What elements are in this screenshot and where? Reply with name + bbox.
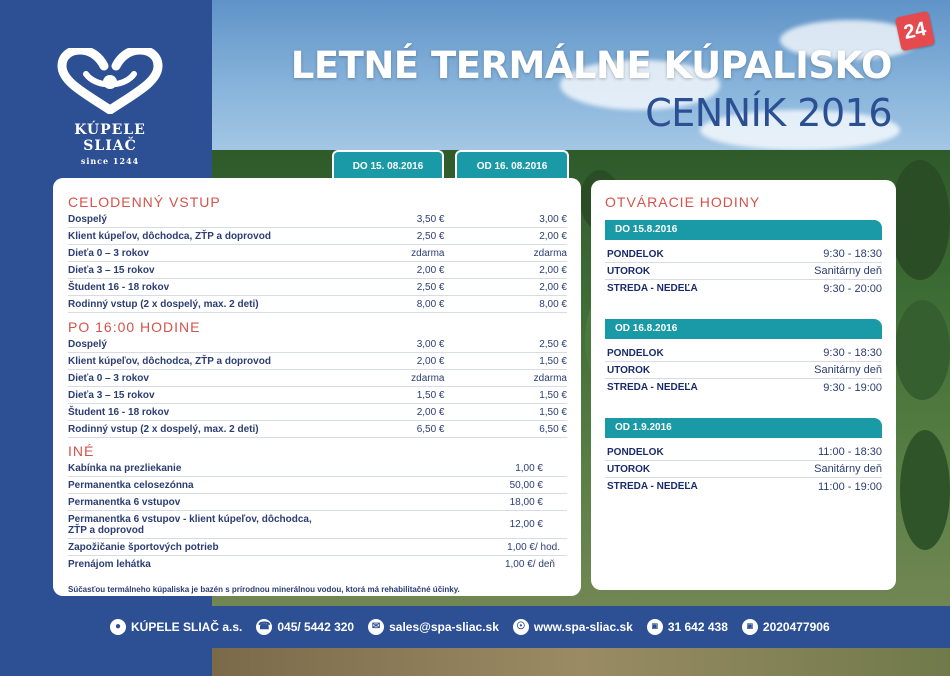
price-row [68, 511, 567, 539]
footer-web[interactable] [513, 619, 633, 635]
price-label: Rodinný vstup (2 x dospelý, max. 2 deti) [68, 298, 259, 310]
time-value: 9:30 - 18:30 [823, 248, 882, 260]
hours-row [605, 478, 882, 495]
price-value-2: 1,50 € [539, 389, 567, 401]
price-value: 50,00 € [509, 479, 543, 491]
hours-row [605, 362, 882, 379]
ground [212, 648, 950, 676]
id-card-icon: ▣ [647, 619, 663, 635]
price-value-2: 2,00 € [539, 264, 567, 276]
company-name: KÚPELE SLIAČ a.s. [131, 620, 243, 634]
price-value-1: 3,50 € [416, 213, 445, 225]
opening-hours-card [591, 180, 896, 590]
price-row [68, 279, 567, 296]
heart-logo-icon [56, 48, 164, 114]
page-title: LETNÉ TERMÁLNE KÚPALISKO [290, 44, 892, 87]
period-header: OD 16.8.2016 [605, 319, 882, 339]
time-value: Sanitárny deň [814, 364, 882, 376]
email-icon: ✉ [368, 619, 384, 635]
day-label: UTOROK [607, 364, 651, 376]
price-list-card [53, 178, 581, 596]
phone-number[interactable]: 045/ 5442 320 [277, 620, 355, 634]
price-label: Dieťa 3 – 15 rokov [68, 264, 155, 276]
price-label: Rodinný vstup (2 x dospelý, max. 2 deti) [68, 423, 259, 435]
time-value: 9:30 - 20:00 [823, 282, 882, 295]
brand-name: KÚPELE SLIAČ [74, 122, 146, 154]
period-header: OD 1.9.2016 [605, 418, 882, 438]
price-label: Študent 16 - 18 rokov [68, 406, 170, 418]
section-title: PO 16:00 HODINE [68, 319, 201, 335]
price-value: 18,00 € [509, 496, 543, 508]
hours-row [605, 444, 882, 461]
price-value-2: 1,50 € [539, 406, 567, 418]
hours-row [605, 280, 882, 297]
price-label: Dieťa 3 – 15 rokov [68, 389, 155, 401]
price-row [68, 262, 567, 279]
headline [291, 44, 892, 135]
price-value-1: 2,00 € [416, 264, 445, 276]
phone-icon: ☎ [256, 619, 272, 635]
price-row [68, 353, 567, 370]
day-label: STREDA - NEDEĽA [607, 481, 698, 492]
tab-period-2: OD 16. 08.2016 [455, 150, 569, 180]
price-row [68, 460, 567, 477]
time-value: 9:30 - 18:30 [823, 347, 882, 359]
footer-dic [742, 619, 830, 635]
time-value: Sanitárny deň [814, 265, 882, 277]
price-row [68, 245, 567, 262]
price-label: Dieťa 0 – 3 rokov [68, 247, 149, 259]
hours-row [605, 461, 882, 478]
email-link[interactable]: sales@spa-sliac.sk [389, 620, 499, 634]
price-value-2: 1,50 € [539, 355, 567, 367]
price-value-1: 6,50 € [416, 423, 445, 435]
price-label: Dieťa 0 – 3 rokov [68, 372, 149, 384]
hours-row [605, 379, 882, 396]
time-value: 9:30 - 19:00 [823, 381, 882, 394]
price-label: Klient kúpeľov, dôchodca, ZŤP a doprovod [68, 355, 271, 367]
footer-company [110, 619, 242, 635]
location-pin-icon: ● [110, 619, 126, 635]
hours-row [605, 345, 882, 362]
day-label: STREDA - NEDEĽA [607, 283, 698, 294]
price-value: 1,00 €/ deň [504, 559, 555, 570]
price-row [68, 296, 567, 313]
footer-phone[interactable] [256, 619, 354, 635]
hours-row [605, 263, 882, 280]
price-row [68, 556, 567, 573]
price-value-2: 2,00 € [539, 281, 567, 293]
price-value-1: zdarma [411, 247, 445, 259]
day-label: PONDELOK [607, 446, 664, 458]
price-value: 12,00 € [509, 519, 543, 530]
price-row [68, 211, 567, 228]
globe-icon: ☉ [513, 619, 529, 635]
price-row [68, 387, 567, 404]
price-row [68, 404, 567, 421]
price-value-2: 6,50 € [539, 423, 567, 435]
time-value: 11:00 - 18:30 [817, 446, 882, 458]
price-row [68, 477, 567, 494]
hours-title: OTVÁRACIE HODINY [605, 194, 761, 210]
hours-period [605, 220, 882, 297]
price-value-1: zdarma [411, 372, 445, 384]
price-label: Permanentka celosezónna [68, 479, 194, 491]
section-title: CELODENNÝ VSTUP [68, 194, 221, 210]
price-value-2: 8,00 € [539, 298, 567, 310]
price-row [68, 336, 567, 353]
period-header: DO 15.8.2016 [605, 220, 882, 240]
company-id: 31 642 438 [667, 620, 728, 634]
price-label: Kabínka na prezliekanie [68, 462, 182, 474]
price-value-1: 2,00 € [416, 355, 445, 367]
brand-logo [45, 48, 175, 166]
price-value-2: 2,00 € [539, 230, 567, 242]
footer-email[interactable] [368, 619, 499, 635]
price-label: Klient kúpeľov, dôchodca, ZŤP a doprovod [68, 230, 271, 242]
price-label: Dospelý [68, 213, 107, 225]
price-value-2: 3,00 € [539, 213, 567, 225]
day-label: STREDA - NEDEĽA [607, 382, 698, 393]
price-value: 1,00 € [515, 462, 543, 474]
price-label: Permanentka 6 vstupov - klient kúpeľov, dôchodca, ZŤP a doprovod [68, 513, 312, 536]
footer-ico [647, 619, 728, 635]
price-label: Dospelý [68, 338, 107, 350]
brand-since: since 1244 [80, 156, 140, 166]
price-value-1: 2,50 € [416, 281, 445, 293]
price-value-2: 2,50 € [539, 338, 567, 350]
day-label: PONDELOK [607, 248, 664, 260]
price-row [68, 370, 567, 387]
tree [900, 430, 950, 550]
web-link[interactable]: www.spa-sliac.sk [533, 620, 633, 634]
price-value-2: zdarma [533, 372, 567, 384]
time-value: 11:00 - 19:00 [817, 480, 882, 493]
tree [890, 160, 950, 280]
hours-period [605, 319, 882, 396]
tree [895, 300, 950, 400]
price-label: Permanentka 6 vstupov [68, 496, 181, 508]
price-row [68, 421, 567, 438]
price-label: Prenájom lehátka [68, 559, 151, 570]
price-value: 1,00 €/ hod. [507, 541, 560, 553]
price-row [68, 228, 567, 245]
contact-footer [0, 606, 950, 648]
price-row [68, 539, 567, 556]
price-value-1: 8,00 € [416, 298, 445, 310]
tax-id: 2020477906 [762, 620, 830, 634]
portal-badge: 24 [895, 11, 935, 51]
page-subtitle: CENNÍK 2016 [645, 91, 892, 135]
tab-period-1: DO 15. 08.2016 [332, 150, 444, 180]
footnote: Súčasťou termálneho kúpaliska je bazén s prírodnou minerálnou vodou, ktorá má rehabilitačné účinky. [68, 585, 460, 594]
price-value-1: 2,50 € [416, 230, 445, 242]
price-label: Študent 16 - 18 rokov [68, 281, 170, 293]
tax-id-icon: ▣ [742, 619, 758, 635]
hours-row [605, 246, 882, 263]
price-label: Zapožičanie športových potrieb [68, 541, 219, 553]
price-value-1: 1,50 € [416, 389, 445, 401]
time-value: Sanitárny deň [814, 463, 882, 475]
price-row [68, 494, 567, 511]
day-label: UTOROK [607, 265, 651, 277]
price-value-1: 2,00 € [416, 406, 445, 418]
day-label: PONDELOK [607, 347, 664, 359]
section-title: INÉ [68, 443, 95, 459]
price-value-2: zdarma [533, 247, 567, 259]
hours-period [605, 418, 882, 495]
day-label: UTOROK [607, 463, 651, 475]
price-value-1: 3,00 € [416, 338, 445, 350]
